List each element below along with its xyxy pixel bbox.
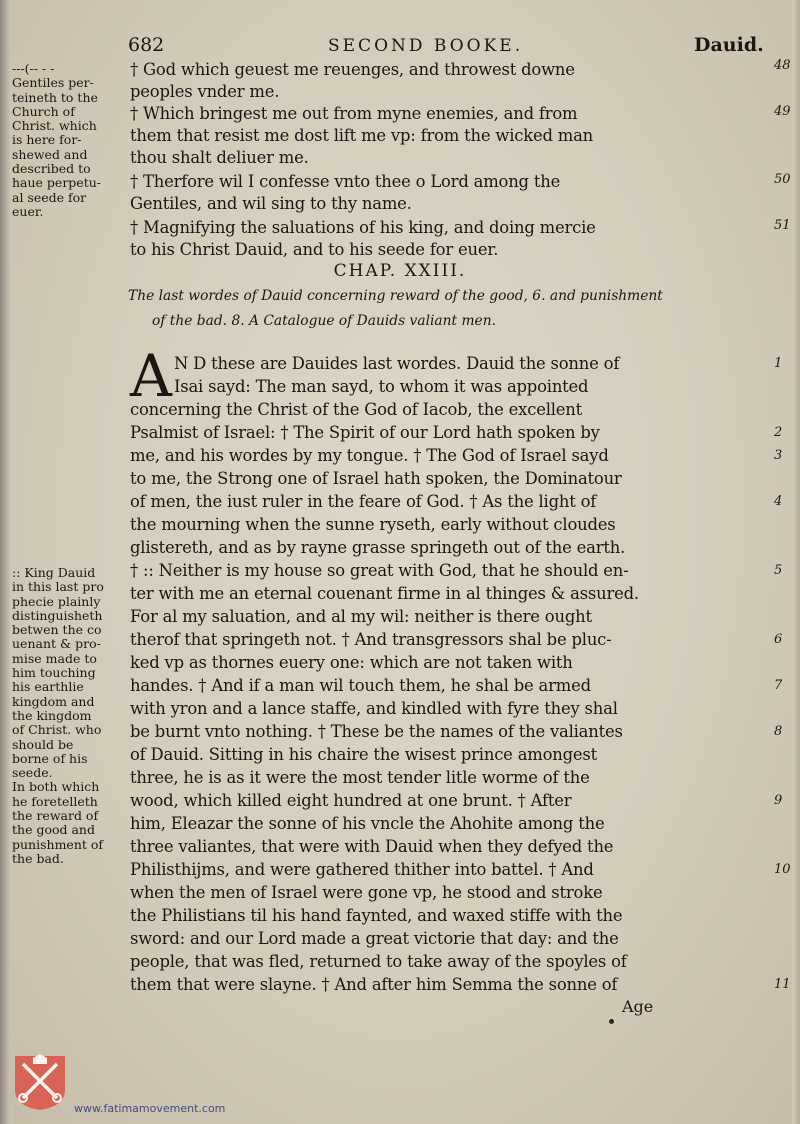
margin-line: Christ. which xyxy=(12,118,97,134)
drop-cap-letter: A xyxy=(130,342,172,410)
margin-line: described to xyxy=(12,161,91,177)
page-number: 682 xyxy=(128,34,165,56)
text-line: be burnt vnto nothing. † These be the names of the valiantes xyxy=(130,722,623,741)
text-line: handes. † And if a man wil touch them, he shal be armed xyxy=(130,676,591,695)
margin-line: haue perpetu- xyxy=(12,175,101,191)
margin-line: teineth to the xyxy=(12,89,98,105)
margin-line: al seede for xyxy=(12,189,87,205)
margin-line: he foretelleth xyxy=(12,793,98,809)
text-line: sword: and our Lord made a great victorie that day: and the xyxy=(130,929,619,948)
text-line: him, Eleazar the sonne of his vncle the Ahohite among the xyxy=(130,814,605,833)
verse-number: 5 xyxy=(774,563,783,578)
text-line: the mourning when the sunne ryseth, early without cloudes xyxy=(130,515,616,534)
verse-number: 6 xyxy=(774,632,783,647)
margin-line: the good and xyxy=(12,822,95,838)
margin-line: his earthlie xyxy=(12,679,84,695)
verse-number: 48 xyxy=(774,58,791,73)
margin-line: euer. xyxy=(12,203,44,219)
text-line: to his Christ Dauid, and to his seede for euer. xyxy=(130,240,499,259)
papal-keys-emblem-icon xyxy=(13,1054,67,1112)
margin-line: betwen the co xyxy=(12,622,102,638)
catchword: Age xyxy=(622,997,654,1016)
margin-line: Church of xyxy=(12,103,75,119)
text-line: † Which bringest me out from myne enemies, and from xyxy=(130,104,578,123)
margin-line: ---(-- - - xyxy=(12,61,55,76)
margin-line: Gentiles per- xyxy=(12,75,94,91)
chapter-summary-line: The last wordes of Dauid concerning reward of the good, 6. and punishment xyxy=(128,288,663,304)
book-name: Dauid. xyxy=(694,34,764,56)
verse-number: 4 xyxy=(774,494,783,509)
running-head: SECOND BOOKE. xyxy=(328,36,524,56)
page-binding xyxy=(0,0,10,1124)
text-line: wood, which killed eight hundred at one brunt. † After xyxy=(130,791,572,810)
margin-line: phecie plainly xyxy=(12,593,101,609)
margin-line: seede. xyxy=(12,765,53,781)
margin-line: borne of his xyxy=(12,750,88,766)
margin-line: the kingdom xyxy=(12,707,92,723)
text-line: of Dauid. Sitting in his chaire the wisest prince amongest xyxy=(130,745,598,764)
margin-line: mise made to xyxy=(12,650,97,666)
website-link[interactable]: www.fatimamovement.com xyxy=(74,1102,226,1115)
verse-number: 3 xyxy=(774,448,783,463)
verse-number: 9 xyxy=(774,793,783,808)
margin-line: of Christ. who xyxy=(12,722,102,738)
text-line: concerning the Christ of the God of Iacob, the excellent xyxy=(130,400,583,419)
text-line: ter with me an eternal couenant firme in al thinges & assured. xyxy=(130,584,639,603)
verse-number: 10 xyxy=(774,862,791,877)
text-line: Isai sayd: The man sayd, to whom it was appointed xyxy=(174,377,589,396)
text-line: For al my saluation, and al my wil: neither is there ought xyxy=(130,607,592,626)
text-line: † Magnifying the saluations of his king, and doing mercie xyxy=(130,218,596,237)
text-line: † God which geuest me reuenges, and throwest downe xyxy=(130,60,575,79)
verse-number: 50 xyxy=(774,172,791,187)
verse-number: 8 xyxy=(774,724,783,739)
margin-line: :: King Dauid xyxy=(12,565,96,580)
text-line: ked vp as thornes euery one: which are not taken with xyxy=(130,653,573,672)
margin-line: shewed and xyxy=(12,146,88,162)
verse-number: 49 xyxy=(774,104,791,119)
margin-line: kingdom and xyxy=(12,693,95,709)
text-line: three valiantes, that were with Dauid when they defyed the xyxy=(130,837,614,856)
text-line: † Therfore wil I confesse vnto thee o Lord among the xyxy=(130,172,561,191)
text-line: thou shalt deliuer me. xyxy=(130,148,309,167)
margin-line: In both which xyxy=(12,779,100,795)
text-line: glistereth, and as by rayne grasse springeth out of the earth. xyxy=(130,538,626,557)
text-line: with yron and a lance staffe, and kindled with fyre they shal xyxy=(130,699,618,718)
text-line: people, that was fled, returned to take away of the spoyles of xyxy=(130,952,627,971)
verse-number: 1 xyxy=(774,356,783,371)
verse-number: 2 xyxy=(774,425,783,440)
margin-line: uenant & pro- xyxy=(12,636,101,652)
page-edge xyxy=(792,0,800,1124)
text-line: Gentiles, and wil sing to thy name. xyxy=(130,194,412,213)
text-line: to me, the Strong one of Israel hath spoken, the Dominatour xyxy=(130,469,622,488)
text-line: † :: Neither is my house so great with God, that he should en- xyxy=(130,561,629,580)
text-line: Psalmist of Israel: † The Spirit of our Lord hath spoken by xyxy=(130,423,600,442)
margin-line: punishment of xyxy=(12,836,104,852)
chapter-summary-line: of the bad. 8. A Catalogue of Dauids valiant men. xyxy=(152,313,496,329)
text-line: N D these are Dauides last wordes. Dauid the sonne of xyxy=(174,354,620,373)
text-line: when the men of Israel were gone vp, he stood and stroke xyxy=(130,883,603,902)
chapter-heading: CHAP. XXIII. xyxy=(333,261,467,281)
text-line: three, he is as it were the most tender litle worme of the xyxy=(130,768,590,787)
text-line: of men, the iust ruler in the feare of God. † As the light of xyxy=(130,492,597,511)
text-line: therof that springeth not. † And transgressors shal be pluc- xyxy=(130,630,612,649)
verse-number: 7 xyxy=(774,678,783,693)
margin-line: the bad. xyxy=(12,850,64,866)
text-line: them that resist me dost lift me vp: from the wicked man xyxy=(130,126,594,145)
text-line: peoples vnder me. xyxy=(130,82,280,101)
text-line: me, and his wordes by my tongue. † The God of Israel sayd xyxy=(130,446,609,465)
margin-line: the reward of xyxy=(12,808,99,824)
text-line: the Philistians til his hand faynted, and waxed stiffe with the xyxy=(130,906,623,925)
verse-number: 11 xyxy=(774,977,791,992)
text-line: Philisthijms, and were gathered thither into battel. † And xyxy=(130,860,594,879)
margin-line: him touching xyxy=(12,665,96,681)
margin-line: is here for- xyxy=(12,132,82,148)
margin-line: distinguisheth xyxy=(12,607,103,623)
signature-mark xyxy=(609,1019,614,1024)
text-line: them that were slayne. † And after him Semma the sonne of xyxy=(130,975,618,994)
margin-line: in this last pro xyxy=(12,579,104,595)
verse-number: 51 xyxy=(774,218,791,233)
margin-note-gentiles xyxy=(12,62,124,219)
margin-line: should be xyxy=(12,736,74,752)
margin-note-king-dauid xyxy=(12,566,124,866)
running-header xyxy=(128,34,768,60)
